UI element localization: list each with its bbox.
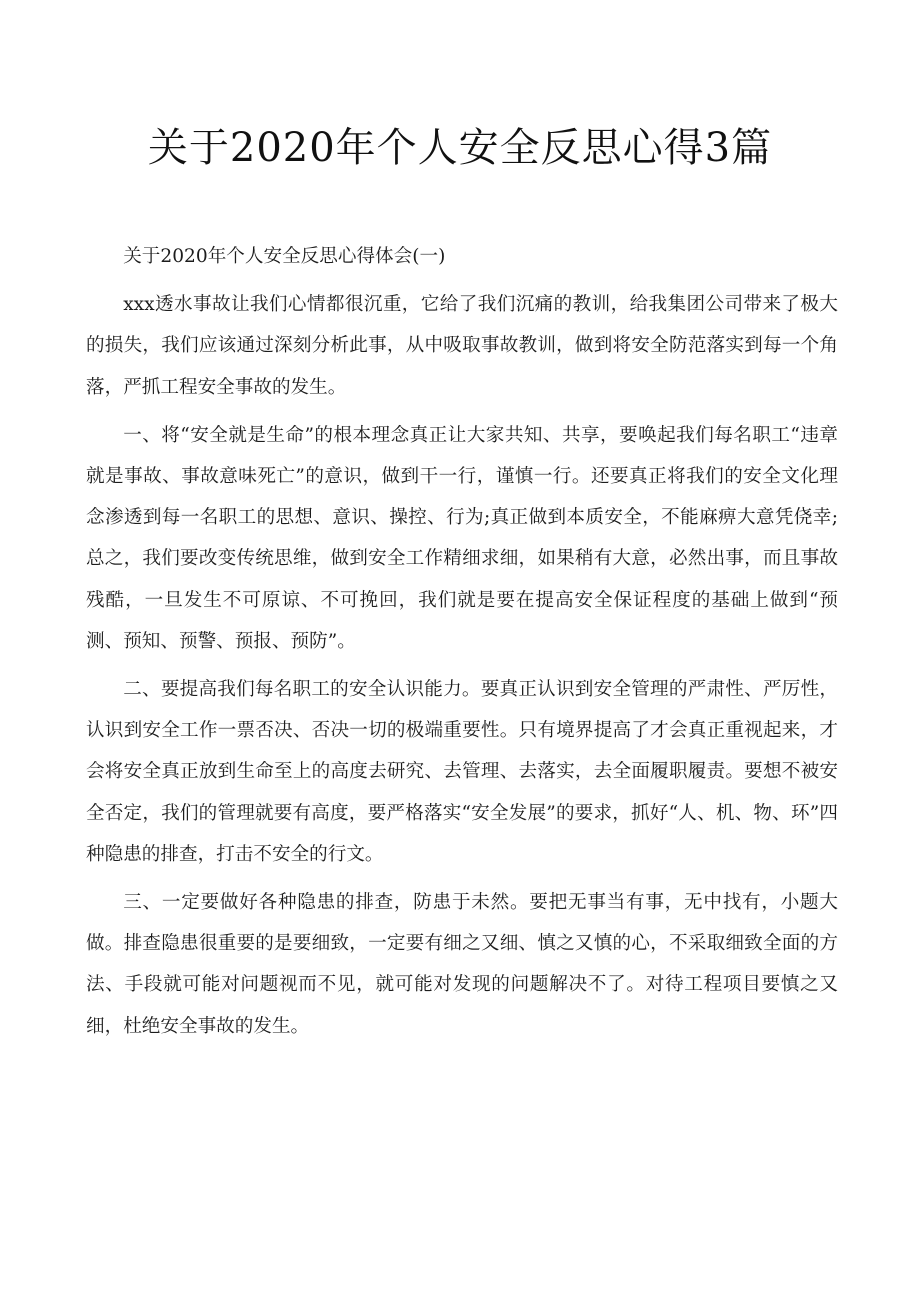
section-heading: 关于2020年个人安全反思心得体会(一) <box>123 246 446 267</box>
paragraph-point-3: 三、一定要做好各种隐患的排查，防患于未然。要把无事当有事，无中找有，小题大做。排查隐患很重要的是要细致，一定要有细之又细、慎之又慎的心，不采取细致全面的方法、手段就可能对问题视而不见，就可能对发现的问题解决不了。对待工程项目要慎之又细，杜绝安全事故的发生。 <box>86 892 838 1037</box>
document-body <box>86 236 838 1054</box>
paragraph-intro: xxx透水事故让我们心情都很沉重，它给了我们沉痛的教训，给我集团公司带来了极大的损失，我们应该通过深刻分析此事，从中吸取事故教训，做到将安全防范落实到每一个角落，严抓工程安全事故的发生。 <box>86 294 838 398</box>
document-title: 关于2020年个人安全反思心得3篇 <box>147 125 773 171</box>
paragraph-point-1: 一、将“安全就是生命”的根本理念真正让大家共知、共享，要唤起我们每名职工“违章就是事故、事故意味死亡”的意识，做到干一行，谨慎一行。还要真正将我们的安全文化理念渗透到每一名职工的思想、意识、操控、行为;真正做到本质安全，不能麻痹大意凭侥幸;总之，我们要改变传统思维，做到安全工作精细求细，如果稍有大意，必然出事，而且事故残酷，一旦发生不可原谅、不可挽回，我们就是要在提高安全保证程度的基础上做到“预测、预知、预警、预报、预防”。 <box>86 424 838 652</box>
paragraph-point-2: 二、要提高我们每名职工的安全认识能力。要真正认识到安全管理的严肃性、严厉性，认识到安全工作一票否决、否决一切的极端重要性。只有境界提高了才会真正重视起来，才会将安全真正放到生命至上的高度去研究、去管理、去落实，去全面履职履责。要想不被安全否定，我们的管理就要有高度，要严格落实“安全发展”的要求，抓好“人、机、物、环”四种隐患的排查，打击不安全的行文。 <box>86 679 838 865</box>
